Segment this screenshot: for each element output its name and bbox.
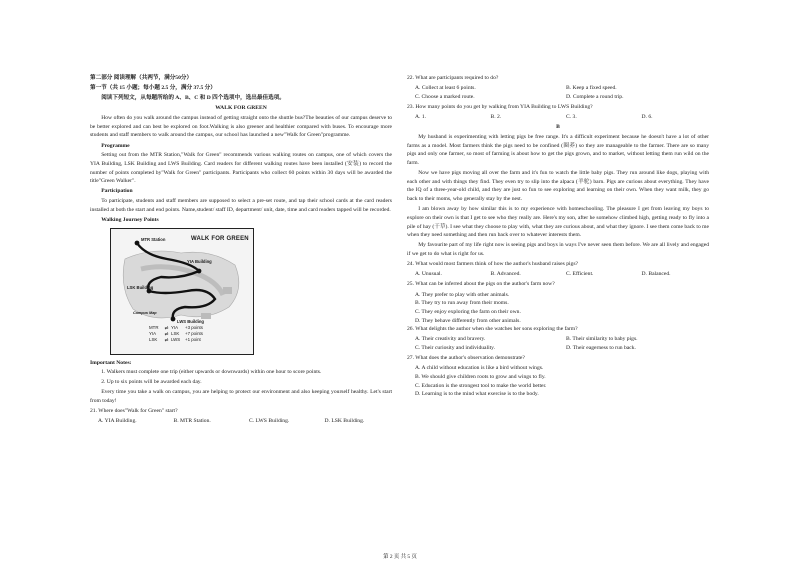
option-c: C. Efficient.	[566, 271, 594, 278]
option-a: A. 1.	[415, 114, 427, 121]
map-title: WALK FOR GREEN	[191, 235, 249, 242]
option-c: C. Education is the strongest tool to make the world better.	[415, 382, 547, 389]
question-24-stem: 24. What would most farmers think of how the author's husband raises pigs?	[407, 261, 579, 268]
passage-b-paragraph-4: My favourite part of my life right now is seeing pigs and boys in ways I've never seen them before. We are all lively and engaged if we get to do what is right for us.	[407, 242, 709, 257]
participation-paragraph: To participate, students and staff members are supposed to select a pre-set route, and tap their school cards at the card readers installed at both the start and end points. Name,student/ staff ID, department/ unit, date, time and card readers tapped will be recorded.	[90, 198, 392, 213]
section-header: 第一节（共 15 小题；每小题 2.5 分，满分 37.5 分）	[90, 85, 216, 92]
walking-journey-map	[110, 228, 254, 355]
option-b: B. Their similarity to baby pigs.	[566, 336, 638, 343]
option-b: B. We should give children roots to grow and wings to fly.	[415, 374, 546, 380]
note-1: 1. Walkers must complete one trip (either upwards or downwards) within one hour to score points.	[101, 369, 322, 376]
question-25-options	[407, 291, 709, 326]
option-d: D. Their eagerness to run back.	[566, 345, 636, 352]
instruction: 阅读下列短文，从每题所给的 A、B、C 和 D 四个选项中，选出最佳选项。	[101, 95, 285, 102]
question-23-stem: 23. How many points do you get by walking from YIA Building to LWS Building?	[407, 103, 593, 110]
option-c: C. They enjoy exploring the farm on their own.	[415, 308, 521, 315]
option-c: C. Choose a marked route.	[415, 93, 475, 100]
passage-title: WALK FOR GREEN	[215, 105, 267, 112]
campus-map-label: Campus Map	[133, 310, 157, 315]
map-heading: Walking Journey Points	[101, 216, 159, 223]
programme-paragraph: Setting out from the MTR Station,"Walk for Green" recommends various walking routes on campus, one of which covers the YIA Building, LSK Building and LWS Building. Card readers for different walking routes have been installed (安装) to record the number of points completed by"Walk for Green" participants. Participants who collect 60 points within 30 days will be awarded the title"Green Walker".	[90, 152, 392, 185]
option-c: C. Their curiosity and individuality.	[415, 345, 496, 352]
participation-heading: Participation	[101, 188, 133, 195]
question-27-stem: 27. What does the author's observation demonstrate?	[407, 355, 525, 362]
option-a: A. A child without education is like a bird without wings.	[415, 365, 544, 372]
question-21-options	[90, 417, 392, 426]
option-b: B. Keep a fixed speed.	[566, 85, 617, 92]
option-b: B. MTR Station.	[173, 418, 211, 425]
question-25-stem: 25. What can be inferred about the pigs on the author's farm now?	[407, 281, 555, 288]
question-23-options	[407, 113, 709, 122]
points-legend	[149, 325, 203, 344]
left-column	[90, 74, 392, 428]
option-a: A. They prefer to play with other animals.	[415, 291, 510, 298]
page-number: 第 2 页 共 5 页	[383, 554, 417, 560]
notes-heading: Important Notes:	[90, 359, 132, 366]
yia-building-label: YIA Building	[187, 258, 212, 264]
option-d: D. Balanced.	[641, 271, 671, 278]
legend-row: LSK ⇌ LWS +1 point	[149, 337, 201, 343]
option-d: D. Complete a round trip.	[566, 93, 624, 100]
option-a: A. YIA Building.	[98, 418, 137, 425]
option-a: A. Their creativity and bravery.	[415, 336, 486, 343]
question-26-stem: 26. What delights the author when she watches her sons exploring the farm?	[407, 326, 578, 333]
passage-b-paragraph-2: Now we have pigs moving all over the farm and it's fun to watch the little baby pigs. They run around like dogs, playing with each other and with things they find. They even try to slip into the alpaca (羊驼) barn. Pigs are curious about everything. They have the IQ of a three-year-old child, and they are just so fun to see exploring and learning on their own. When they want milk, they go back to their moms, who generally stay by the nest.	[407, 170, 709, 203]
passage-b-label: B	[556, 124, 560, 131]
question-21-stem: 21. Where does"Walk for Green" start?	[90, 408, 178, 415]
option-b: B. 2.	[490, 114, 502, 121]
note-2: 2. Up to six points will be awarded each day.	[101, 379, 202, 386]
lws-building-label: LWS Building	[177, 318, 204, 324]
legend-row: YIA ⇌ LSK +7 points	[149, 330, 203, 336]
intro-paragraph: How often do you walk around the campus instead of getting straight onto the shuttle bus?The beauties of our campus deserve to be better explored and can best be explored on foot.Walking is also greener and healthier compared with buses. To encourage more students and staff members to walk around the campus, our school has launched a new"Walk for Green"programme.	[90, 115, 392, 139]
part-header: 第二部分 阅读理解（共两节，满分50分）	[90, 75, 193, 81]
option-a: A. Collect at least 6 points.	[415, 85, 476, 92]
option-d: D. LSK Building.	[324, 418, 365, 425]
option-c: C. LWS Building.	[249, 418, 290, 425]
lsk-building-label: LSK Building	[127, 284, 154, 290]
question-27-options	[407, 364, 709, 399]
passage-b-paragraph-1: My husband is experimenting with letting pigs be free range. It's a difficult experiment because he doesn't have a lot of other farms as a model. Most farmers think the pigs need to be confined (圈养) so they are manageable to the farmer. There are so many pigs and only one farmer, so most of farming is about how to get the pigs grown, and to market, without letting them run wild on the farm.	[407, 133, 709, 166]
option-c: C. 3.	[566, 114, 577, 121]
question-22-stem: 22. What are participants required to do?	[407, 75, 499, 81]
option-d: D. They behave differently from other animals.	[415, 317, 521, 324]
closing-paragraph: Every time you take a walk on campus, you are helping to protect our environment and also keeping yourself healthy. Let's start from today!	[90, 389, 392, 405]
passage-b-paragraph-3: I am blown away by how similar this is to my experience with homeschooling. The pleasure I get from leaving my boys to explore on their own is that I get to see who they really are. Here's my son, after he somehow climbed high, getting ready to fly into a pile of hay (干草). I see what they choose to play with, what they are curious about, and what they ignore. I see them come back to me when they need something and then run back over to whatever interests them.	[407, 206, 709, 239]
option-d: D. 6.	[641, 114, 653, 121]
right-column	[407, 74, 709, 399]
question-26-options	[407, 335, 709, 352]
option-b: B. Advanced.	[490, 271, 521, 278]
option-a: A. Unusual.	[415, 271, 442, 278]
legend-row: MTR ⇌ YIA +3 points	[149, 324, 203, 330]
question-22-options	[407, 84, 709, 101]
mtr-station-label: MTR Station	[141, 236, 166, 242]
option-d: D. Learning is to the mind what exercise is to the body.	[415, 391, 539, 398]
programme-heading: Programme	[101, 142, 130, 149]
option-b: B. They try to run away from their moms.	[415, 300, 509, 307]
question-24-options	[407, 270, 709, 279]
